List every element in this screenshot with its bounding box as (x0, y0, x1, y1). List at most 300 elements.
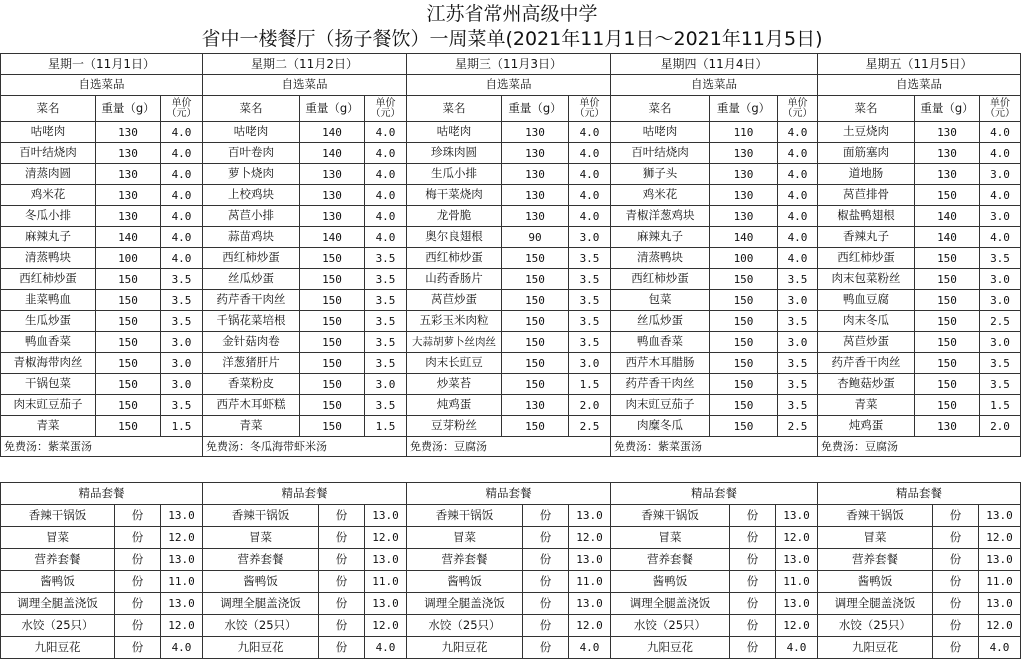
premium-name: 水饺（25只） (407, 615, 523, 637)
col-header-name: 菜名 (611, 96, 710, 122)
premium-name: 九阳豆花 (611, 637, 730, 659)
dish-name: 青菜 (203, 416, 300, 437)
premium-price: 13.0 (365, 505, 407, 527)
dish-price: 3.0 (980, 206, 1021, 227)
premium-name: 水饺（25只） (1, 615, 115, 637)
dish-name: 咕咾肉 (611, 122, 710, 143)
table-row (1, 248, 1021, 269)
dish-weight: 150 (915, 332, 980, 353)
daily-menu-table (0, 53, 1021, 457)
dish-name: 西红柿炒蛋 (407, 248, 502, 269)
premium-name: 九阳豆花 (407, 637, 523, 659)
premium-unit: 份 (933, 527, 979, 549)
dish-name: 千锅花菜培根 (203, 311, 300, 332)
dish-weight: 150 (915, 185, 980, 206)
dish-name: 鸭血香菜 (1, 332, 96, 353)
premium-price: 4.0 (161, 637, 203, 659)
dish-name: 百叶卷肉 (203, 143, 300, 164)
premium-unit: 份 (319, 593, 365, 615)
dish-weight: 140 (710, 227, 778, 248)
day-header: 星期一（11月1日） (1, 54, 203, 75)
dish-weight: 150 (96, 416, 161, 437)
dish-weight: 150 (502, 248, 569, 269)
dish-weight: 150 (502, 269, 569, 290)
premium-price: 4.0 (569, 637, 611, 659)
premium-row (1, 615, 1021, 637)
dish-name: 土豆烧肉 (818, 122, 915, 143)
premium-set-table (0, 482, 1021, 659)
premium-price: 11.0 (979, 571, 1021, 593)
dish-name: 百叶结烧肉 (1, 143, 96, 164)
dish-price: 3.5 (161, 290, 203, 311)
dish-price: 4.0 (161, 185, 203, 206)
dish-price: 4.0 (980, 122, 1021, 143)
premium-name: 香辣干锅饭 (1, 505, 115, 527)
premium-unit: 份 (319, 571, 365, 593)
dish-weight: 140 (300, 227, 365, 248)
dish-weight: 150 (96, 353, 161, 374)
premium-price: 12.0 (979, 615, 1021, 637)
dish-name: 香辣丸子 (818, 227, 915, 248)
dish-weight: 150 (915, 374, 980, 395)
dish-weight: 150 (300, 395, 365, 416)
dish-price: 4.0 (778, 206, 818, 227)
free-soup: 免费汤：冬瓜海带虾米汤 (203, 437, 407, 457)
dish-name: 梅干菜烧肉 (407, 185, 502, 206)
dish-price: 4.0 (365, 227, 407, 248)
dish-weight: 130 (502, 185, 569, 206)
dish-price: 1.5 (569, 374, 611, 395)
dish-name: 炒菜苔 (407, 374, 502, 395)
dish-price: 3.0 (980, 290, 1021, 311)
dish-weight: 150 (300, 269, 365, 290)
section-label: 自选菜品 (818, 75, 1021, 96)
dish-price: 3.0 (161, 374, 203, 395)
dish-weight: 150 (96, 269, 161, 290)
premium-row (1, 527, 1021, 549)
dish-price: 3.5 (365, 395, 407, 416)
premium-name: 调理全腿盖浇饭 (611, 593, 730, 615)
col-header-weight: 重量（g） (915, 96, 980, 122)
premium-price: 11.0 (365, 571, 407, 593)
dish-name: 莴苣炒蛋 (407, 290, 502, 311)
dish-weight: 150 (96, 374, 161, 395)
dish-name: 珍珠肉圆 (407, 143, 502, 164)
dish-name: 肉末豇豆茄子 (611, 395, 710, 416)
premium-name: 营养套餐 (407, 549, 523, 571)
premium-name: 调理全腿盖浇饭 (1, 593, 115, 615)
col-header-price (365, 96, 407, 122)
dish-name: 莴苣炒蛋 (818, 332, 915, 353)
dish-weight: 130 (96, 143, 161, 164)
col-header-weight: 重量（g） (96, 96, 161, 122)
premium-name: 营养套餐 (611, 549, 730, 571)
dish-price: 4.0 (778, 164, 818, 185)
dish-name: 洋葱猪肝片 (203, 353, 300, 374)
dish-price: 3.5 (778, 269, 818, 290)
dish-price: 4.0 (778, 248, 818, 269)
dish-name: 青菜 (818, 395, 915, 416)
premium-unit: 份 (933, 505, 979, 527)
premium-name: 调理全腿盖浇饭 (818, 593, 933, 615)
dish-weight: 150 (300, 248, 365, 269)
day-header: 星期五（11月5日） (818, 54, 1021, 75)
dish-name: 五彩玉米肉粒 (407, 311, 502, 332)
premium-name: 营养套餐 (203, 549, 319, 571)
dish-name: 咕咾肉 (1, 122, 96, 143)
premium-unit: 份 (933, 615, 979, 637)
dish-price: 3.0 (569, 227, 611, 248)
dish-price: 4.0 (365, 164, 407, 185)
premium-name: 香辣干锅饭 (203, 505, 319, 527)
dish-price: 4.0 (161, 122, 203, 143)
dish-weight: 130 (915, 164, 980, 185)
dish-price: 4.0 (778, 143, 818, 164)
dish-price: 1.5 (980, 395, 1021, 416)
dish-weight: 140 (915, 227, 980, 248)
dish-name: 肉末长豇豆 (407, 353, 502, 374)
premium-name: 酱鸭饭 (407, 571, 523, 593)
section-label: 自选菜品 (611, 75, 818, 96)
dish-name: 鸡米花 (611, 185, 710, 206)
col-header-price (569, 96, 611, 122)
menu-subtitle: 省中一楼餐厅（扬子餐饮）一周菜单(2021年11月1日～2021年11月5日) (201, 28, 823, 50)
dish-price: 4.0 (980, 143, 1021, 164)
dish-weight: 130 (96, 164, 161, 185)
dish-weight: 150 (96, 290, 161, 311)
premium-unit: 份 (523, 593, 569, 615)
dish-price: 3.5 (569, 269, 611, 290)
dish-weight: 130 (300, 185, 365, 206)
dish-weight: 150 (710, 311, 778, 332)
premium-price: 13.0 (979, 505, 1021, 527)
dish-name: 大蒜胡萝卜丝肉丝 (407, 332, 502, 353)
premium-unit: 份 (523, 571, 569, 593)
dish-name: 干锅包菜 (1, 374, 96, 395)
free-soup: 免费汤：紫菜蛋汤 (611, 437, 818, 457)
premium-row (1, 571, 1021, 593)
premium-unit: 份 (933, 593, 979, 615)
dish-price: 2.0 (980, 416, 1021, 437)
dish-price: 4.0 (365, 185, 407, 206)
dish-name: 清蒸肉圆 (1, 164, 96, 185)
premium-unit: 份 (730, 593, 776, 615)
dish-weight: 150 (96, 311, 161, 332)
premium-price: 12.0 (365, 527, 407, 549)
premium-name: 九阳豆花 (818, 637, 933, 659)
dish-price: 3.0 (161, 353, 203, 374)
section-label: 自选菜品 (203, 75, 407, 96)
dish-price: 3.5 (365, 269, 407, 290)
dish-weight: 130 (710, 164, 778, 185)
premium-header: 精品套餐 (611, 483, 818, 505)
premium-name: 调理全腿盖浇饭 (203, 593, 319, 615)
dish-price: 2.5 (569, 416, 611, 437)
dish-weight: 150 (710, 290, 778, 311)
dish-weight: 130 (710, 143, 778, 164)
dish-price: 3.0 (778, 290, 818, 311)
dish-price: 3.5 (569, 290, 611, 311)
dish-weight: 150 (96, 395, 161, 416)
dish-price: 4.0 (161, 143, 203, 164)
premium-unit: 份 (319, 637, 365, 659)
premium-name: 香辣干锅饭 (611, 505, 730, 527)
table-row (1, 395, 1021, 416)
premium-unit: 份 (319, 615, 365, 637)
premium-price: 12.0 (776, 615, 818, 637)
premium-price: 13.0 (979, 549, 1021, 571)
premium-header: 精品套餐 (203, 483, 407, 505)
section-label: 自选菜品 (1, 75, 203, 96)
dish-price: 3.5 (778, 353, 818, 374)
dish-name: 生瓜炒蛋 (1, 311, 96, 332)
dish-price: 4.0 (778, 122, 818, 143)
dish-price: 4.0 (778, 227, 818, 248)
premium-row (1, 549, 1021, 571)
table-row (1, 164, 1021, 185)
premium-unit: 份 (319, 549, 365, 571)
dish-weight: 130 (502, 143, 569, 164)
dish-price: 3.5 (161, 395, 203, 416)
premium-price: 13.0 (776, 593, 818, 615)
dish-price: 2.5 (980, 311, 1021, 332)
premium-price: 4.0 (776, 637, 818, 659)
premium-price: 11.0 (569, 571, 611, 593)
day-header: 星期三（11月3日） (407, 54, 611, 75)
dish-name: 韭菜鸭血 (1, 290, 96, 311)
dish-name: 面筋塞肉 (818, 143, 915, 164)
dish-price: 3.5 (161, 311, 203, 332)
dish-price: 4.0 (365, 206, 407, 227)
premium-name: 香辣干锅饭 (407, 505, 523, 527)
price-unit-label: （元） (985, 107, 1015, 119)
premium-name: 水饺（25只） (611, 615, 730, 637)
table-row (1, 332, 1021, 353)
col-header-price (778, 96, 818, 122)
dish-name: 清蒸鸭块 (1, 248, 96, 269)
price-label: 单价 (579, 97, 600, 109)
dish-price: 4.0 (980, 185, 1021, 206)
dish-price: 3.5 (778, 374, 818, 395)
dish-weight: 130 (96, 206, 161, 227)
premium-price: 13.0 (776, 549, 818, 571)
dish-price: 3.5 (365, 311, 407, 332)
dish-name: 杏鲍菇炒蛋 (818, 374, 915, 395)
col-header-weight: 重量（g） (710, 96, 778, 122)
dish-name: 西红柿炒蛋 (1, 269, 96, 290)
premium-row (1, 637, 1021, 659)
dish-name: 丝瓜炒蛋 (203, 269, 300, 290)
premium-unit: 份 (115, 527, 161, 549)
premium-unit: 份 (523, 505, 569, 527)
table-row (1, 122, 1021, 143)
table-row (1, 374, 1021, 395)
dish-weight: 130 (502, 395, 569, 416)
premium-price: 13.0 (569, 593, 611, 615)
premium-header: 精品套餐 (1, 483, 203, 505)
dish-price: 3.0 (980, 164, 1021, 185)
price-label: 单价 (171, 97, 192, 109)
dish-price: 4.0 (365, 122, 407, 143)
dish-weight: 150 (300, 311, 365, 332)
dish-weight: 150 (502, 290, 569, 311)
dish-weight: 150 (96, 332, 161, 353)
premium-name: 九阳豆花 (1, 637, 115, 659)
dish-price: 3.5 (778, 395, 818, 416)
dish-price: 3.5 (569, 332, 611, 353)
dish-weight: 140 (300, 143, 365, 164)
premium-unit: 份 (523, 615, 569, 637)
dish-name: 药芹香干肉丝 (611, 374, 710, 395)
premium-name: 酱鸭饭 (611, 571, 730, 593)
dish-weight: 150 (300, 290, 365, 311)
premium-unit: 份 (933, 571, 979, 593)
dish-name: 西红柿炒蛋 (818, 248, 915, 269)
dish-price: 3.5 (778, 311, 818, 332)
dish-weight: 150 (502, 353, 569, 374)
dish-price: 3.0 (778, 332, 818, 353)
premium-row (1, 505, 1021, 527)
dish-weight: 150 (502, 374, 569, 395)
dish-weight: 150 (300, 374, 365, 395)
dish-price: 3.0 (161, 332, 203, 353)
dish-name: 山药香肠片 (407, 269, 502, 290)
premium-row (1, 593, 1021, 615)
dish-price: 2.5 (778, 416, 818, 437)
premium-name: 九阳豆花 (203, 637, 319, 659)
dish-weight: 150 (502, 416, 569, 437)
premium-price: 12.0 (365, 615, 407, 637)
dish-weight: 130 (915, 416, 980, 437)
dish-name: 药芹香干肉丝 (203, 290, 300, 311)
dish-name: 椒盐鸭翅根 (818, 206, 915, 227)
premium-name: 冒菜 (1, 527, 115, 549)
premium-name: 冒菜 (203, 527, 319, 549)
price-unit-label: （元） (370, 107, 401, 119)
dish-price: 3.5 (365, 290, 407, 311)
col-header-weight: 重量（g） (300, 96, 365, 122)
premium-unit: 份 (115, 505, 161, 527)
dish-weight: 130 (300, 164, 365, 185)
premium-unit: 份 (319, 505, 365, 527)
dish-weight: 100 (96, 248, 161, 269)
premium-price: 12.0 (161, 527, 203, 549)
premium-unit: 份 (523, 549, 569, 571)
col-header-name: 菜名 (818, 96, 915, 122)
dish-weight: 100 (710, 248, 778, 269)
table-row (1, 206, 1021, 227)
dish-name: 龙骨脆 (407, 206, 502, 227)
premium-price: 12.0 (569, 615, 611, 637)
dish-weight: 150 (915, 311, 980, 332)
premium-unit: 份 (730, 549, 776, 571)
premium-name: 酱鸭饭 (203, 571, 319, 593)
dish-weight: 150 (710, 416, 778, 437)
dish-price: 3.5 (980, 248, 1021, 269)
dish-name: 道地肠 (818, 164, 915, 185)
dish-weight: 150 (915, 269, 980, 290)
column-header-row (1, 96, 1021, 122)
dish-name: 麻辣丸子 (611, 227, 710, 248)
premium-header: 精品套餐 (407, 483, 611, 505)
price-unit-label: （元） (782, 107, 813, 119)
dish-name: 百叶结烧肉 (611, 143, 710, 164)
dish-weight: 90 (502, 227, 569, 248)
premium-unit: 份 (115, 593, 161, 615)
premium-unit: 份 (730, 505, 776, 527)
day-header: 星期四（11月4日） (611, 54, 818, 75)
dish-weight: 150 (300, 416, 365, 437)
premium-name: 冒菜 (818, 527, 933, 549)
dish-weight: 130 (915, 143, 980, 164)
dish-name: 包菜 (611, 290, 710, 311)
price-unit-label: （元） (166, 107, 197, 119)
premium-price: 12.0 (569, 527, 611, 549)
premium-price: 13.0 (365, 549, 407, 571)
dish-name: 莴苣小排 (203, 206, 300, 227)
premium-price: 13.0 (776, 505, 818, 527)
dish-price: 3.5 (980, 374, 1021, 395)
dish-weight: 140 (300, 122, 365, 143)
premium-unit: 份 (115, 549, 161, 571)
dish-price: 3.0 (980, 269, 1021, 290)
dish-weight: 130 (710, 206, 778, 227)
dish-name: 西红柿炒蛋 (203, 248, 300, 269)
premium-price: 13.0 (979, 593, 1021, 615)
table-row (1, 290, 1021, 311)
premium-price: 12.0 (979, 527, 1021, 549)
price-label: 单价 (990, 97, 1010, 109)
dish-weight: 150 (915, 353, 980, 374)
price-label: 单价 (375, 97, 396, 109)
dish-weight: 140 (96, 227, 161, 248)
dish-price: 3.0 (980, 332, 1021, 353)
dish-price: 3.5 (365, 353, 407, 374)
dish-name: 西芹木耳腊肠 (611, 353, 710, 374)
section-label-row (1, 75, 1021, 96)
table-row (1, 311, 1021, 332)
premium-price: 13.0 (161, 549, 203, 571)
col-header-name: 菜名 (1, 96, 96, 122)
dish-name: 麻辣丸子 (1, 227, 96, 248)
premium-name: 水饺（25只） (203, 615, 319, 637)
dish-name: 清蒸鸭块 (611, 248, 710, 269)
dish-weight: 130 (300, 206, 365, 227)
premium-name: 冒菜 (407, 527, 523, 549)
dish-name: 香菜粉皮 (203, 374, 300, 395)
free-soup: 免费汤：豆腐汤 (407, 437, 611, 457)
dish-weight: 140 (915, 206, 980, 227)
premium-price: 13.0 (161, 593, 203, 615)
dish-price: 3.5 (569, 311, 611, 332)
dish-name: 豆芽粉丝 (407, 416, 502, 437)
price-unit-label: （元） (574, 107, 605, 119)
dish-name: 青椒洋葱鸡块 (611, 206, 710, 227)
day-header-row (1, 54, 1021, 75)
col-header-name: 菜名 (407, 96, 502, 122)
dish-name: 炖鸡蛋 (818, 416, 915, 437)
dish-weight: 150 (915, 290, 980, 311)
col-header-weight: 重量（g） (502, 96, 569, 122)
dish-name: 莴苣排骨 (818, 185, 915, 206)
dish-weight: 110 (710, 122, 778, 143)
premium-unit: 份 (523, 637, 569, 659)
free-soup: 免费汤：紫菜蛋汤 (1, 437, 203, 457)
dish-name: 肉末冬瓜 (818, 311, 915, 332)
dish-name: 西芹木耳虾糕 (203, 395, 300, 416)
dish-name: 鸭血香菜 (611, 332, 710, 353)
premium-unit: 份 (730, 571, 776, 593)
